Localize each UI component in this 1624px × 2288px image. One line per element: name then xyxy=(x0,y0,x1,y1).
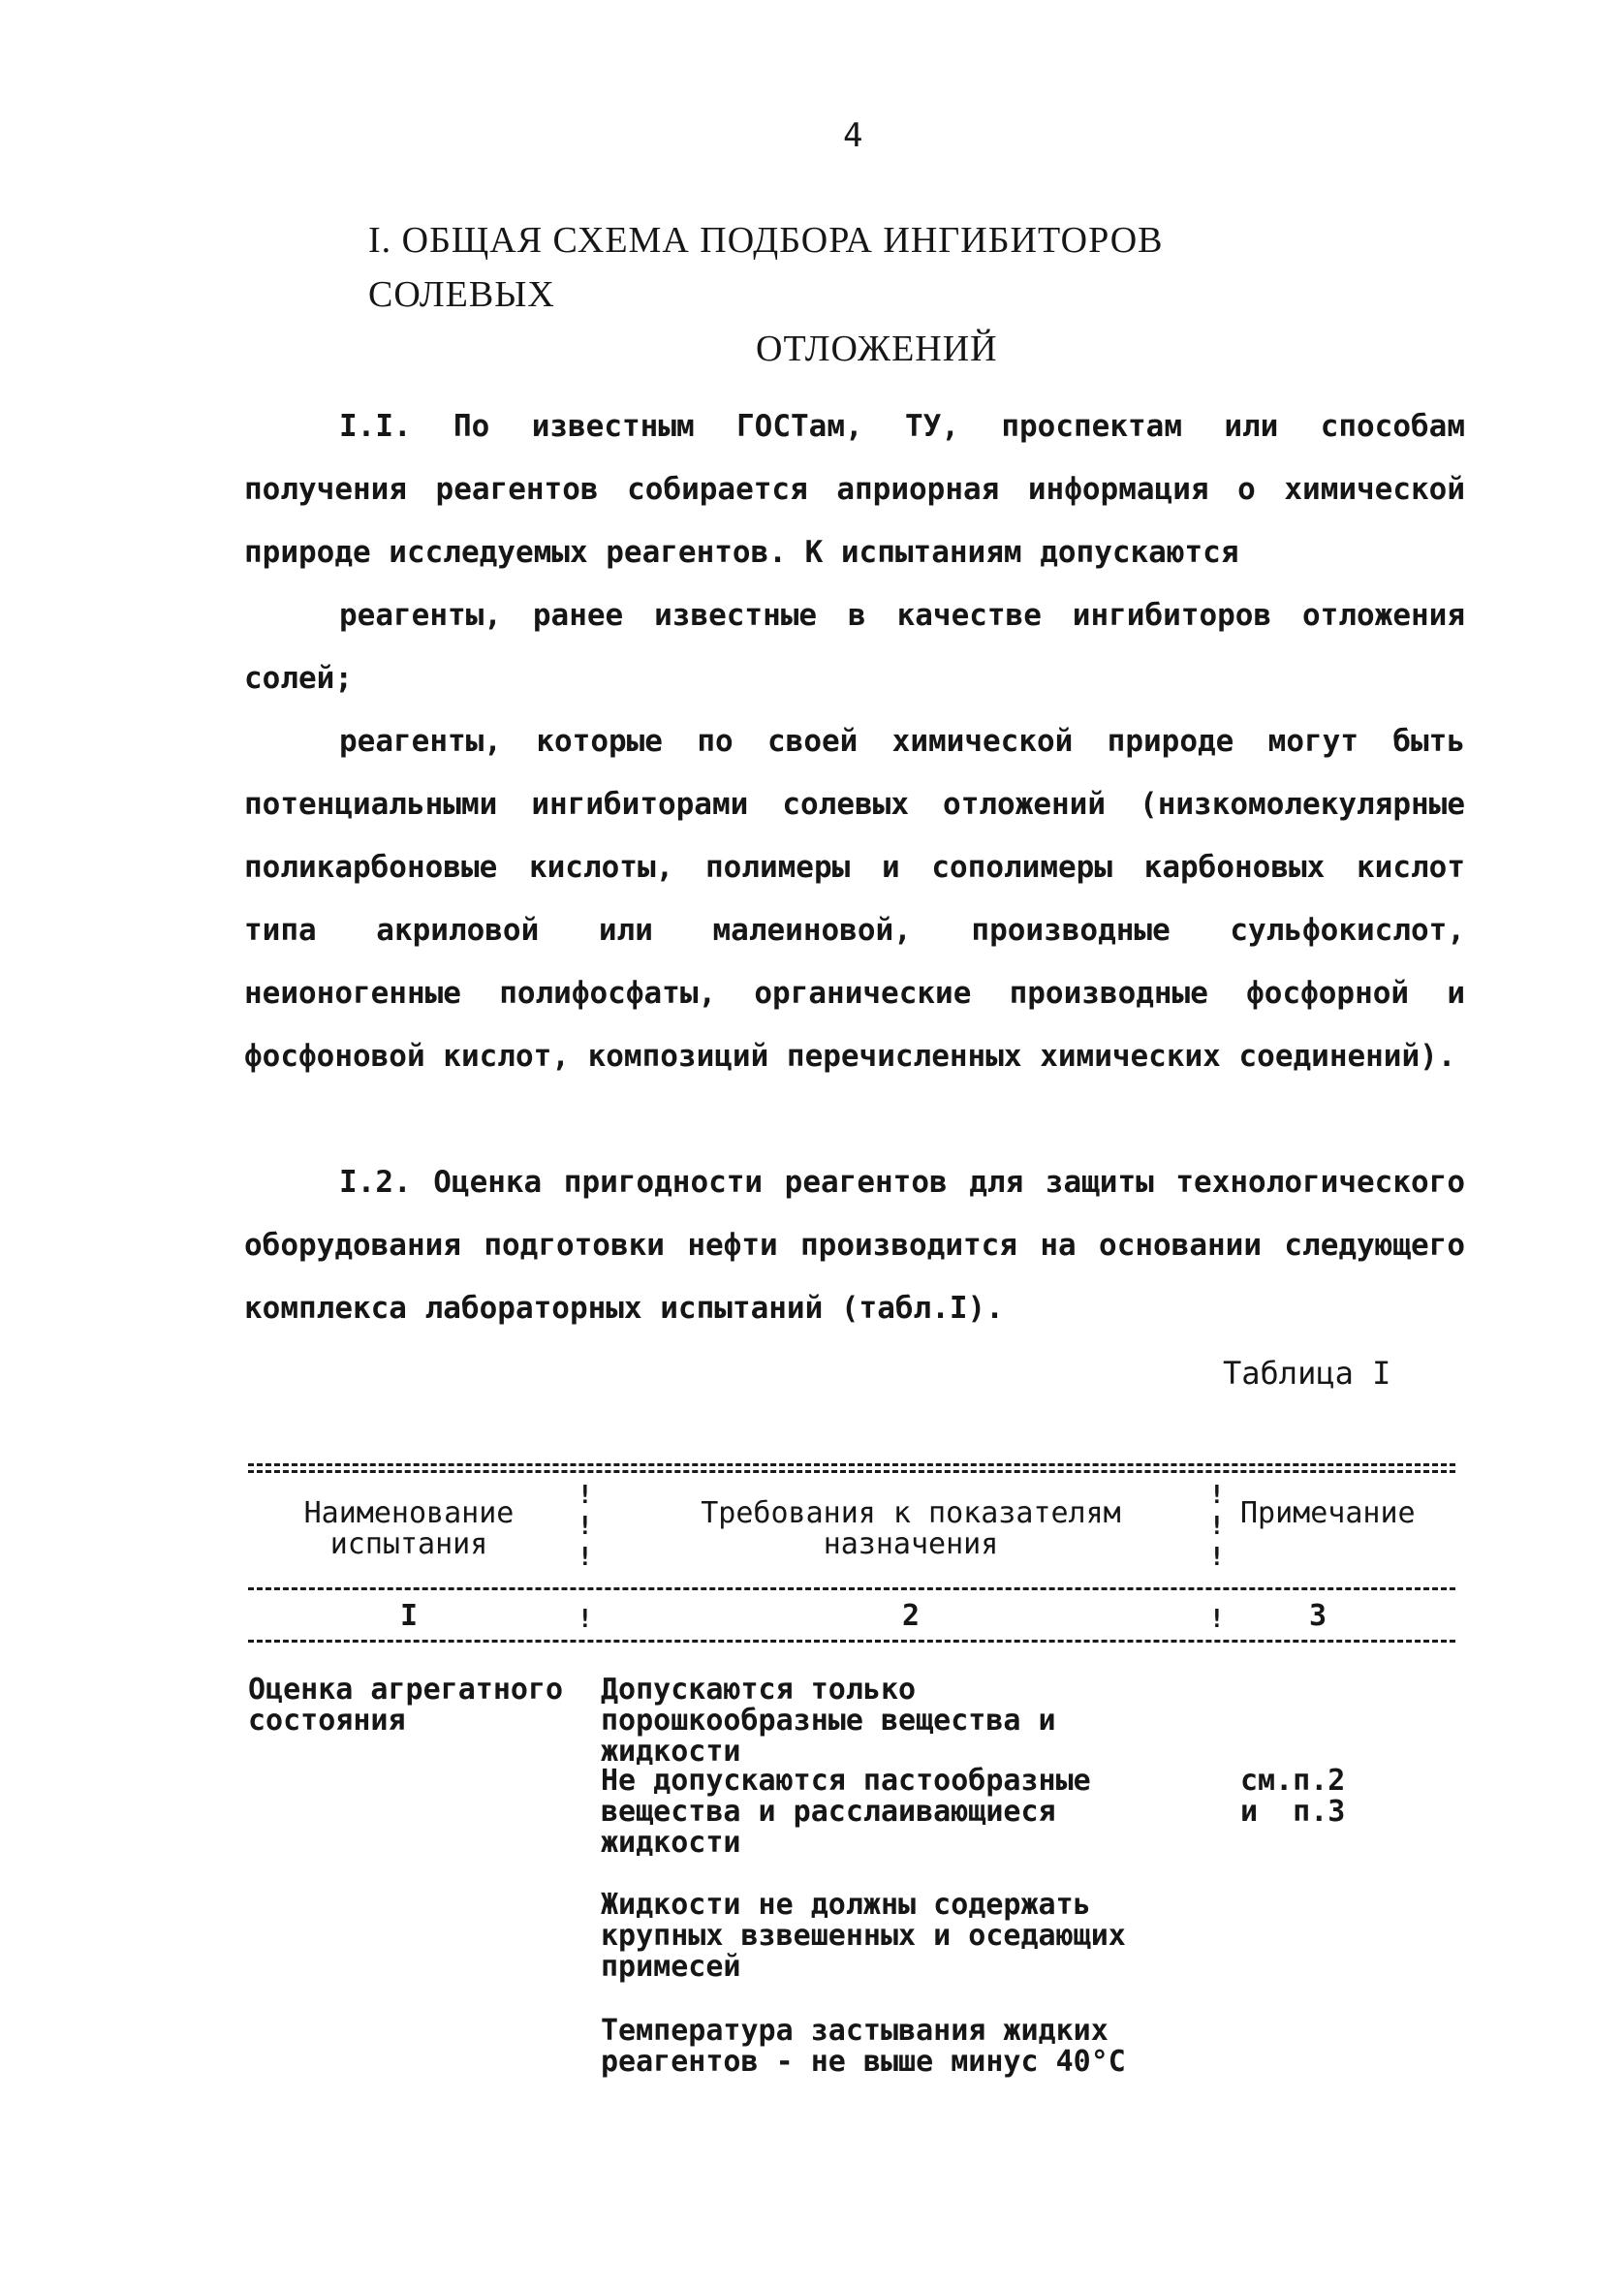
table-numbers-rule xyxy=(248,1640,1455,1643)
page-number: 4 xyxy=(843,116,863,155)
section-heading-line1: I. ОБЩАЯ СХЕМА ПОДБОРА ИНГИБИТОРОВ СОЛЕВЫХ xyxy=(368,220,1164,315)
column-separator: ! xyxy=(1209,1543,1225,1572)
table-cell-requirement-4: Температура застывания жидких реагентов - не выше минус 40°C xyxy=(601,2014,1126,2079)
column-separator: ! xyxy=(1209,1605,1225,1634)
section-heading xyxy=(368,213,1318,376)
column-separator: ! xyxy=(578,1512,593,1541)
table-cell-requirement-3: Жидкости не должны содержать крупных взвешенных и оседающих примесей xyxy=(601,1888,1126,1984)
column-separator: ! xyxy=(578,1481,593,1510)
table-cell-note-line2: и п.3 xyxy=(1240,1795,1346,1829)
table-top-rule xyxy=(248,1463,1455,1466)
column-number-3: 3 xyxy=(1308,1599,1327,1633)
table-header-note: Примечание xyxy=(1240,1496,1416,1530)
table-header-requirements: Требования к показателям назначения xyxy=(701,1496,1121,1561)
column-number-2: 2 xyxy=(901,1599,921,1633)
column-separator: ! xyxy=(1209,1512,1225,1541)
table-cell-note-line1: см.п.2 xyxy=(1240,1764,1346,1798)
column-number-1: I xyxy=(399,1599,419,1633)
table-header-rule xyxy=(248,1587,1455,1590)
table-cell-requirement-2: Не допускаются пастообразные вещества и расслаивающиеся жидкости xyxy=(601,1764,1091,1860)
paragraph-reagents-known: реагенты, ранее известные в качестве ингибиторов отложения солей; xyxy=(244,598,1465,696)
paragraph-1-1: I.I. По известным ГОСТам, ТУ, проспектам или способам получения реагентов собирается априорная информация о химической природе исследуемых реагентов. К испытаниям допускаются xyxy=(244,409,1465,570)
table-cell-test-name: Оценка агрегатного состояния xyxy=(248,1673,564,1738)
table-header-test-name: Наименование испытания xyxy=(303,1496,515,1561)
column-separator: ! xyxy=(578,1605,593,1634)
table-top-rule-double xyxy=(248,1470,1455,1473)
column-separator: ! xyxy=(578,1543,593,1572)
column-separator: ! xyxy=(1209,1481,1225,1510)
paragraph-reagents-potential: реагенты, которые по своей химической природе могут быть потенциальными ингибиторами солевых отложений (низкомолекулярные поликарбоновые кислоты, полимеры и сополимеры карбоновых кислот типа акриловой или малеиновой, производные сульфокислот, неионогенные полифосфаты, органические производные фосфорной и фосфоновой кислот, композиций перечисленных химических соединений). xyxy=(244,724,1465,1074)
table-caption: Таблица I xyxy=(1223,1355,1391,1392)
paragraph-1-2: I.2. Оценка пригодности реагентов для защиты технологического оборудования подготовки нефти производится на основании следующего комплекса лабораторных испытаний (табл.I). xyxy=(244,1165,1465,1326)
section-heading-line2: ОТЛОЖЕНИЙ xyxy=(756,329,998,369)
table-cell-requirement-1: Допускаются только порошкообразные вещества и жидкости xyxy=(601,1673,1056,1769)
